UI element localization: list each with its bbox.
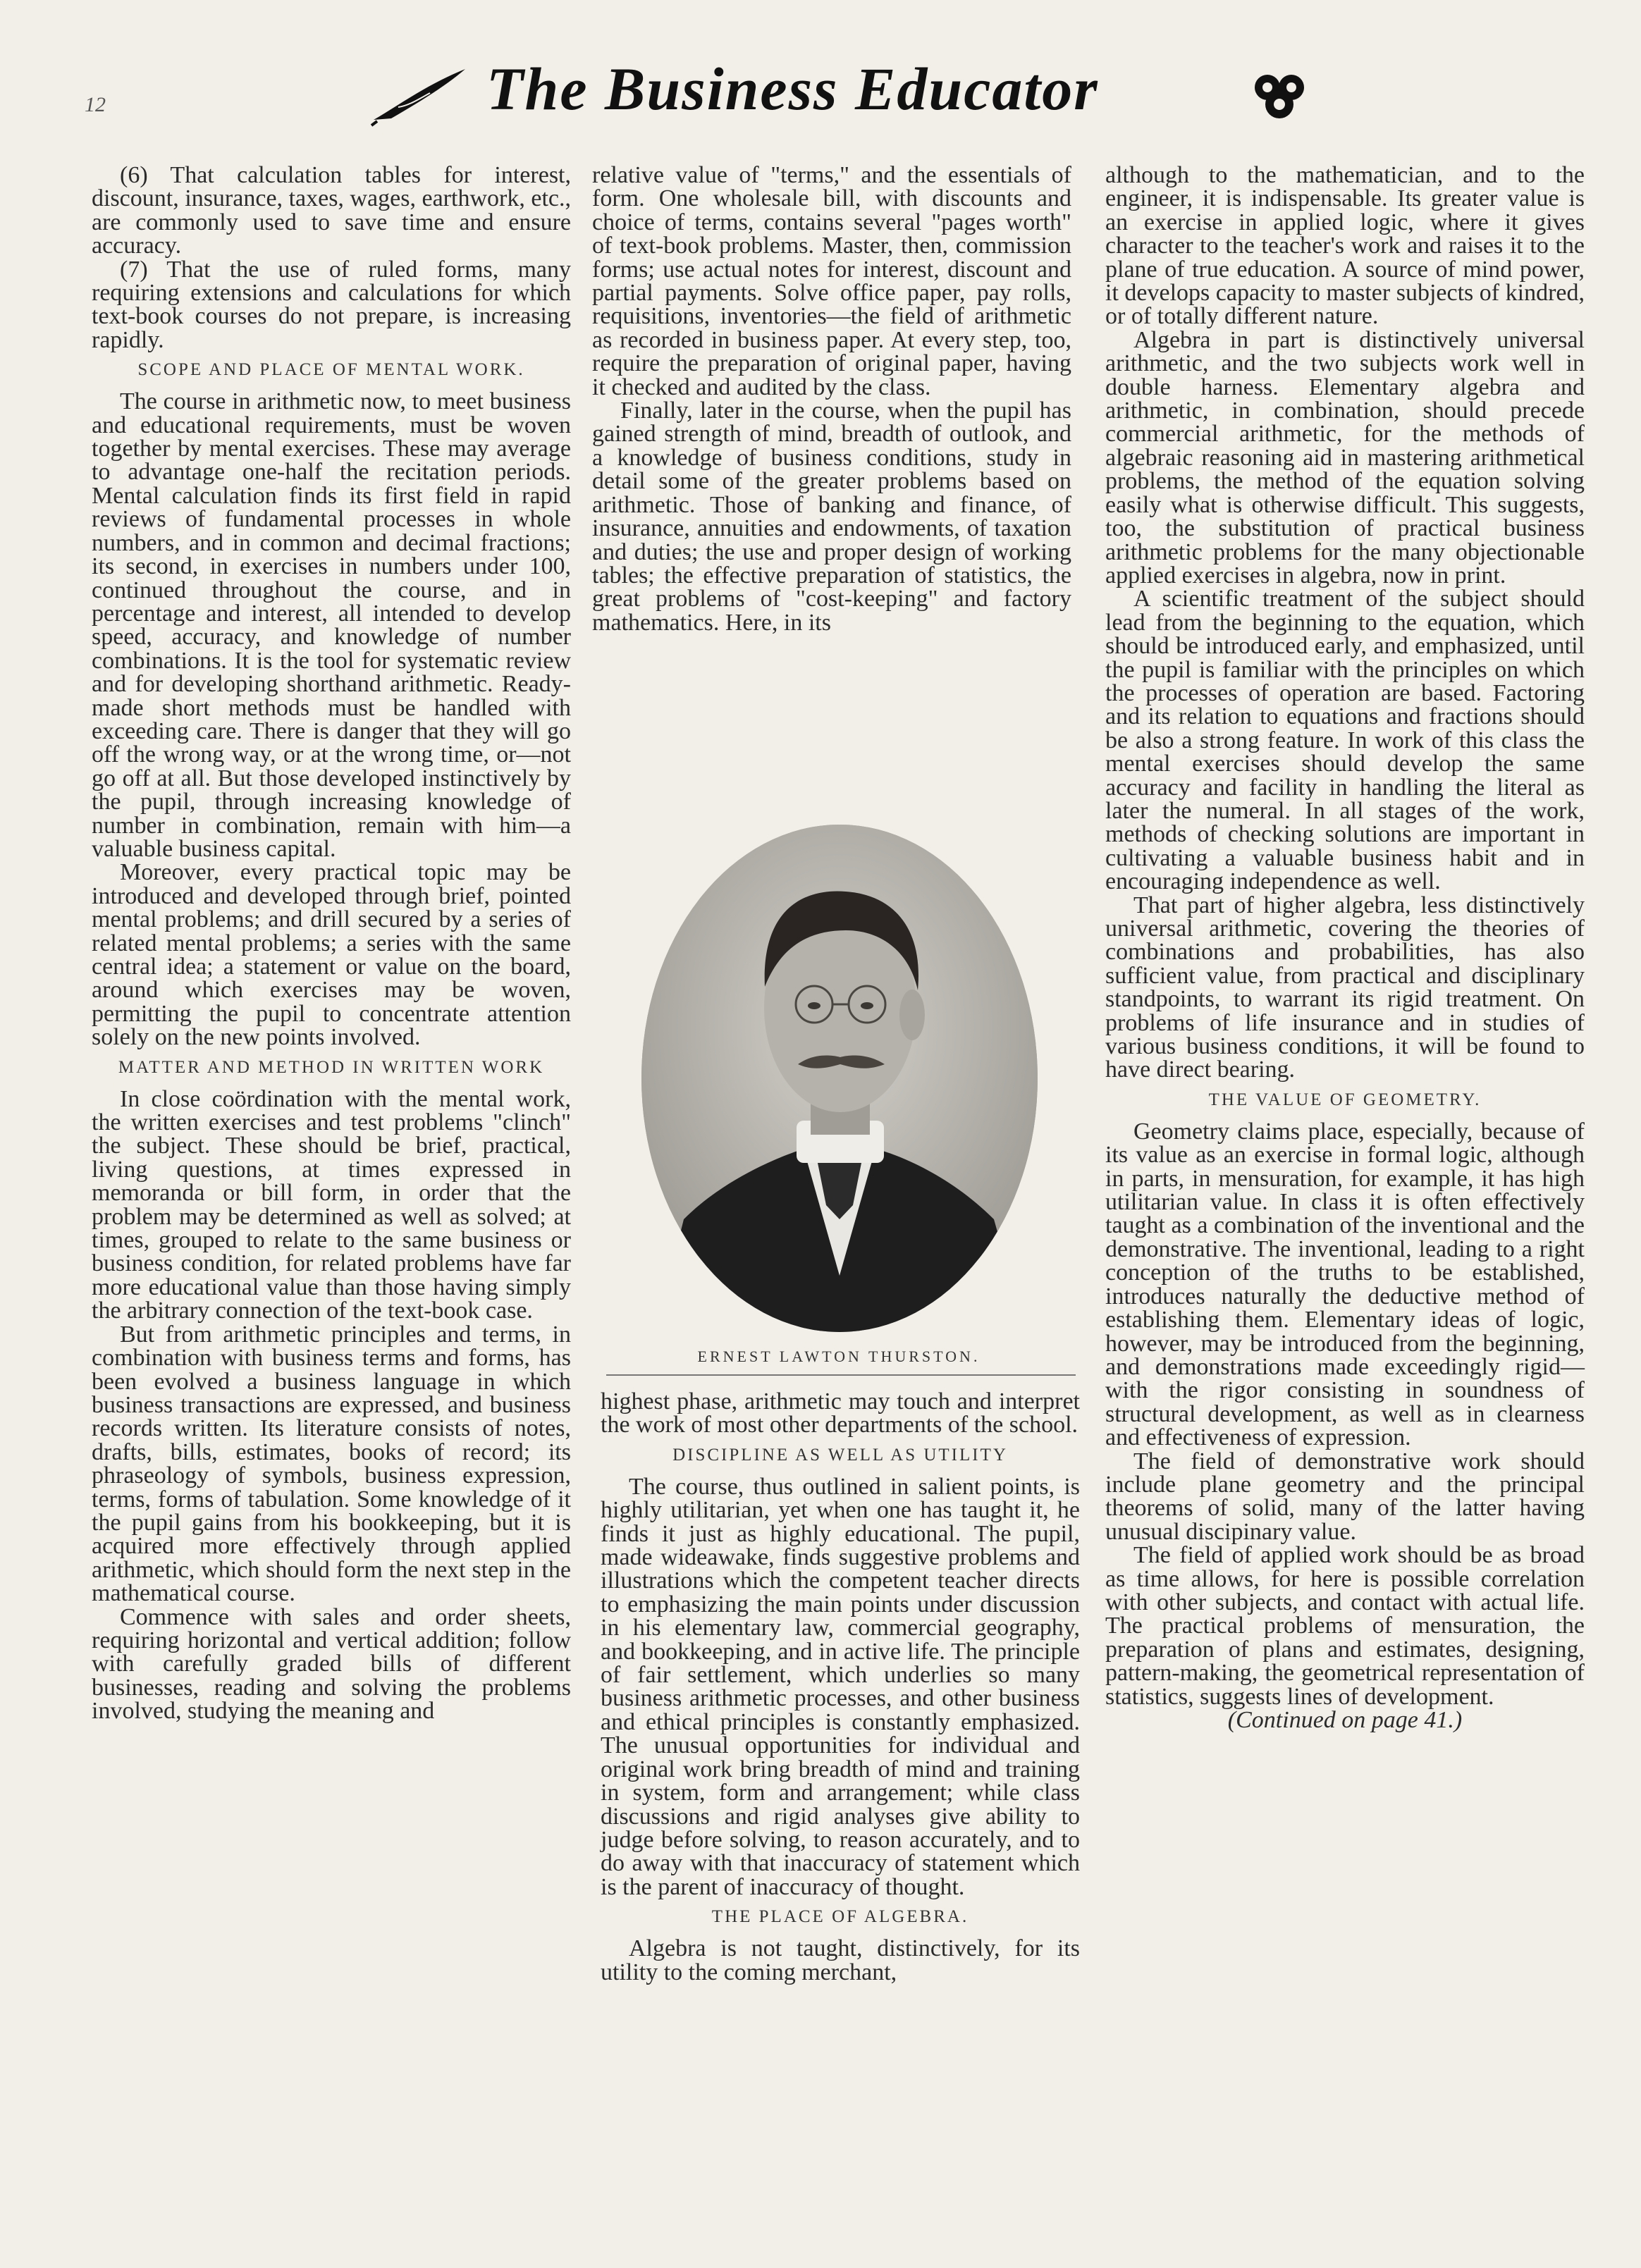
masthead-title: The Business Educator: [486, 55, 1099, 123]
continued-note: (Continued on page 41.): [1227, 1707, 1463, 1733]
paragraph: Algebra is not taught, distinctively, for its utility to the coming merchant,: [601, 1935, 1080, 1985]
column-2-top: [592, 164, 1071, 634]
paragraph: But from arithmetic principles and terms, in combination with business terms and forms, has been evolved a business language in which business transactions are expressed, and business records written. Its literature consists of notes, drafts, bills, estimates, books of record; its phraseology of symbols, business expression, terms, forms of tabulation. Some knowledge of it the pupil gains from his bookkeeping, but it is acquired more effectively through applied arithmetic, which should form the next step in the mathematical course.: [92, 1321, 571, 1607]
paragraph: The field of applied work should be as broad as time allows, for here is possible correlation with other subjects, and contact with actual life. The practical problems of mensuration, the preparation of plans and estimates, designing, pattern-making, the geometrical representation of statistics, suggests lines of development.: [1105, 1542, 1585, 1710]
portrait-photo: [641, 825, 1038, 1332]
paragraph: Finally, later in the course, when the pupil has gained strength of mind, breadth of outlook, and a knowledge of business conditions, study in detail some of the greater problems based on arithmetic. Those of banking and finance, of insurance, annuities and endowments, of taxation and duties; the use and proper design of working tables; the effective preparation of statistics, the great problems of "cost-keeping" and factory mathematics. Here, in its: [592, 397, 1071, 636]
quill-pen-icon: [370, 63, 469, 127]
paragraph: The field of demonstrative work should include plane geometry and the principal theorems of solid, many of the latter having unusual discipinary value.: [1105, 1448, 1585, 1545]
section-heading: DISCIPLINE AS WELL AS UTILITY: [672, 1445, 1008, 1465]
divider-rule: [606, 1374, 1076, 1376]
paragraph: The course, thus outlined in salient points, is highly utilitarian, yet when one has taught it, he finds it just as highly educational. The pupil, made wideawake, finds suggestive problems and illustrations which the competent teacher directs to emphasizing the main points under discussion in his elementary law, commercial geography, and bookkeeping, and in active life. The principle of fair settlement, which underlies so many business arithmetic processes, and other business and ethical principles is constantly emphasized. The unusual opportunities for individual and original work bring breadth of mind and training in system, form and arrangement; while class discussions and rigid analyses give ability to judge before solving, to reason accurately, and to do away with that inaccuracy of statement which is the parent of inaccuracy of thought.: [601, 1473, 1080, 1900]
page-number: 12: [85, 93, 106, 116]
paragraph: relative value of "terms," and the essentials of form. One wholesale bill, with discounts and choice of terms, contains several "pages worth" of text-book problems. Master, then, commission forms; use actual notes for interest, discount and partial payments. Solve office paper, pay rolls, requisitions, inventories—the field of arithmetic as recorded in business paper. At every step, too, require the preparation of original paper, having it checked and audited by the class.: [592, 162, 1071, 400]
column-2-bottom: [601, 1390, 1080, 1984]
section-heading: SCOPE AND PLACE OF MENTAL WORK.: [137, 360, 525, 380]
paragraph: That part of higher algebra, less distinctively universal arithmetic, covering the theories of combinations and probabilities, has also sufficient value, from practical and disciplinary standpoints, to warrant its rigid treatment. On problems of life insurance and in studies of various business conditions, it will be found to have direct bearing.: [1105, 892, 1585, 1083]
section-heading: MATTER AND METHOD IN WRITTEN WORK: [118, 1057, 545, 1077]
paragraph: Moreover, every practical topic may be introduced and developed through brief, pointed mental problems; and drill secured by a series of related mental problems; a series with the same central idea; a statement or value on the board, around which exercises may be woven, permitting the pupil to concentrate attention solely on the new points involved.: [92, 859, 571, 1051]
paragraph: Algebra in part is distinctively universal arithmetic, and the two subjects work well in double harness. Elementary algebra and arithmetic, in combination, should precede commercial arithmetic, for the methods of algebraic reasoning aid in mastering arithmetical problems, the method of the equation solving easily what is otherwise difficult. This suggests, too, the substitution of practical business arithmetic problems for the many objectionable applied exercises in algebra, now in print.: [1105, 326, 1585, 588]
paragraph: The course in arithmetic now, to meet business and educational requirements, must be woven together by mental exercises. These may average to advantage one-half the recitation periods. Mental calculation finds its first field in rapid reviews of fundamental processes in whole numbers, and in common and decimal fractions; its second, in exercises in numbers under 100, continued throughout the course, and in percentage and interest, all intended to develop speed, accuracy, and knowledge of number combinations. It is the tool for systematic review and for developing shorthand arithmetic. Ready-made short methods must be handled with exceeding care. There is danger that they will go off the wrong way, or at the wrong time, or—not go off at all. But those developed instinctively by the pupil, through increasing knowledge of number in combination, remain with him—a valuable business capital.: [92, 388, 571, 862]
paragraph: (6) That calculation tables for interest, discount, insurance, taxes, wages, earthwork, etc., are commonly used to save time and ensure accuracy.: [92, 162, 571, 259]
section-heading: THE VALUE OF GEOMETRY.: [1208, 1090, 1482, 1109]
ornament-icon: [1248, 68, 1311, 124]
paragraph: although to the mathematician, and to the engineer, it is indispensable. Its greater value is an exercise in applied logic, where it gives character to the teacher's work and raises it to the plane of true education. A source of mind power, it develops capacity to master subjects of kindred, or of totally different nature.: [1105, 162, 1585, 330]
paragraph: Geometry claims place, especially, because of its value as an exercise in formal logic, although in parts, in mensuration, for example, it has high utilitarian value. In class it is often effectively taught as a combination of the inventional and the demonstrative. The inventional, leading to a right conception of the truths to be established, introduces naturally the deductive method of establishing them. Elementary ideas of logic, however, may be introduced from the beginning, and demonstrations made exceedingly rigid—with the rigor consisting in soundness of structural development, as well as in clearness and effectiveness of expression.: [1105, 1118, 1585, 1451]
portrait-caption: ERNEST LAWTON THURSTON.: [697, 1348, 981, 1365]
column-3: [1105, 164, 1585, 1732]
section-heading: THE PLACE OF ALGEBRA.: [711, 1907, 969, 1927]
paragraph: A scientific treatment of the subject should lead from the beginning to the equation, which should be introduced early, and emphasized, until the pupil is familiar with the principles on which the processes of operation are based. Factoring and its relation to equations and fractions should be also a strong feature. In work of this class the mental exercises should develop the same accuracy and facility in handling the literal as later the numeral. In all stages of the work, methods of checking solutions are important in cultivating a valuable business habit and in encouraging independence as well.: [1105, 586, 1585, 895]
paragraph: highest phase, arithmetic may touch and interpret the work of most other departments of the school.: [601, 1388, 1080, 1438]
column-1: [92, 164, 571, 1723]
portrait-figure: [599, 818, 1078, 1381]
paragraph: In close coördination with the mental work, the written exercises and test problems "clinch" the subject. These should be brief, practical, living questions, at times expressed in memoranda or bill form, in order that the problem may be determined as well as solved; at times, grouped to relate to the same business or business condition, for related problems have far more educational value than those having simply the arbitrary connection of the text-book case.: [92, 1085, 571, 1324]
paragraph: (7) That the use of ruled forms, many requiring extensions and calculations for which text-book courses do not prepare, is increasing rapidly.: [92, 256, 571, 353]
paragraph: Commence with sales and order sheets, requiring horizontal and vertical addition; follow with carefully graded bills of different businesses, reading and solving the problems involved, studying the meaning and: [92, 1603, 571, 1725]
